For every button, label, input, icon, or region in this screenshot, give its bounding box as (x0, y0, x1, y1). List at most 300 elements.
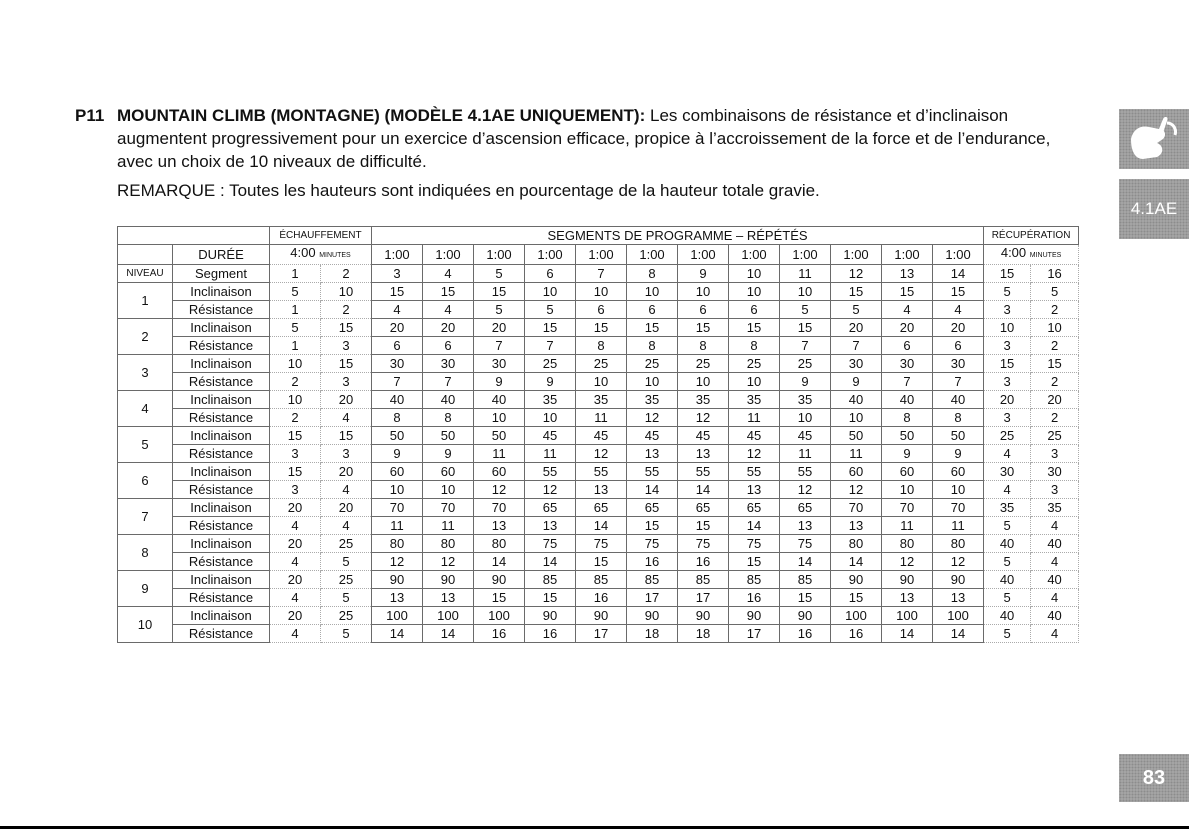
incline-value: 80 (882, 535, 933, 553)
incline-value: 50 (933, 427, 984, 445)
resistance-value: 14 (678, 481, 729, 499)
warmup-minutes-unit: MINUTES (319, 252, 351, 259)
header-cooldown: RÉCUPÉRATION (984, 227, 1079, 245)
incline-value: 10 (576, 283, 627, 301)
incline-value: 15 (729, 319, 780, 337)
resistance-value: 14 (831, 553, 882, 571)
incline-value: 90 (474, 571, 525, 589)
incline-value: 15 (321, 319, 372, 337)
incline-value: 85 (576, 571, 627, 589)
incline-value: 15 (525, 319, 576, 337)
incline-value: 15 (933, 283, 984, 301)
resistance-value: 12 (423, 553, 474, 571)
resistance-value: 6 (882, 337, 933, 355)
incline-label: Inclinaison (173, 355, 270, 373)
incline-value: 40 (1031, 607, 1079, 625)
segment-number: 12 (831, 265, 882, 283)
resistance-value: 6 (576, 301, 627, 319)
resistance-value: 7 (474, 337, 525, 355)
resistance-value: 3 (984, 409, 1031, 427)
hand-pointer-icon (1119, 109, 1189, 169)
resistance-value: 12 (372, 553, 423, 571)
resistance-value: 13 (525, 517, 576, 535)
incline-value: 35 (576, 391, 627, 409)
resistance-value: 8 (678, 337, 729, 355)
resistance-value: 16 (678, 553, 729, 571)
resistance-value: 3 (1031, 481, 1079, 499)
resistance-value: 15 (831, 589, 882, 607)
incline-value: 55 (780, 463, 831, 481)
segment-number: 9 (678, 265, 729, 283)
incline-value: 45 (729, 427, 780, 445)
incline-value: 55 (525, 463, 576, 481)
incline-value: 20 (831, 319, 882, 337)
resistance-value: 3 (984, 337, 1031, 355)
incline-value: 90 (678, 607, 729, 625)
segment-number: 11 (780, 265, 831, 283)
level-resistance-row (118, 517, 1079, 535)
resistance-value: 12 (882, 553, 933, 571)
incline-value: 80 (423, 535, 474, 553)
incline-value: 10 (270, 391, 321, 409)
resistance-value: 9 (474, 373, 525, 391)
incline-value: 90 (372, 571, 423, 589)
incline-value: 35 (525, 391, 576, 409)
resistance-value: 2 (270, 409, 321, 427)
incline-value: 10 (1031, 319, 1079, 337)
incline-value: 30 (933, 355, 984, 373)
incline-value: 25 (576, 355, 627, 373)
resistance-value: 16 (729, 589, 780, 607)
incline-value: 35 (1031, 499, 1079, 517)
resistance-value: 3 (321, 445, 372, 463)
resistance-value: 12 (525, 481, 576, 499)
incline-value: 25 (321, 607, 372, 625)
segment-duration: 1:00 (831, 245, 882, 265)
incline-value: 85 (780, 571, 831, 589)
incline-value: 20 (984, 391, 1031, 409)
incline-value: 30 (984, 463, 1031, 481)
resistance-value: 10 (576, 373, 627, 391)
incline-label: Inclinaison (173, 571, 270, 589)
resistance-value: 16 (831, 625, 882, 643)
level-resistance-row (118, 301, 1079, 319)
level-incline-row (118, 463, 1079, 481)
incline-value: 25 (321, 571, 372, 589)
incline-value: 60 (372, 463, 423, 481)
level-incline-row (118, 571, 1079, 589)
incline-value: 70 (372, 499, 423, 517)
resistance-value: 3 (984, 373, 1031, 391)
resistance-value: 9 (525, 373, 576, 391)
hand-pointer-icon-svg (1119, 109, 1189, 169)
incline-value: 25 (627, 355, 678, 373)
level-resistance-row (118, 409, 1079, 427)
resistance-value: 11 (372, 517, 423, 535)
incline-value: 30 (372, 355, 423, 373)
incline-value: 75 (525, 535, 576, 553)
incline-value: 60 (474, 463, 525, 481)
level-incline-row (118, 427, 1079, 445)
incline-value: 65 (678, 499, 729, 517)
incline-value: 70 (474, 499, 525, 517)
warmup-duration (270, 245, 372, 265)
level-resistance-row (118, 625, 1079, 643)
segment-label: Segment (173, 265, 270, 283)
segment-duration: 1:00 (882, 245, 933, 265)
resistance-value: 11 (780, 445, 831, 463)
level-number: 9 (118, 571, 173, 607)
segment-duration: 1:00 (372, 245, 423, 265)
resistance-value: 8 (423, 409, 474, 427)
resistance-value: 12 (474, 481, 525, 499)
resistance-value: 16 (627, 553, 678, 571)
incline-value: 20 (423, 319, 474, 337)
incline-value: 60 (933, 463, 984, 481)
segment-number: 3 (372, 265, 423, 283)
incline-value: 15 (321, 355, 372, 373)
incline-value: 100 (831, 607, 882, 625)
header-warmup: ÉCHAUFFEMENT (270, 227, 372, 245)
incline-value: 90 (780, 607, 831, 625)
resistance-value: 7 (882, 373, 933, 391)
incline-value: 10 (525, 283, 576, 301)
incline-value: 65 (780, 499, 831, 517)
resistance-value: 15 (525, 589, 576, 607)
incline-value: 15 (882, 283, 933, 301)
incline-value: 25 (525, 355, 576, 373)
incline-value: 70 (882, 499, 933, 517)
segment-number: 13 (882, 265, 933, 283)
resistance-value: 13 (780, 517, 831, 535)
resistance-label: Résistance (173, 337, 270, 355)
incline-value: 15 (474, 283, 525, 301)
incline-value: 35 (627, 391, 678, 409)
resistance-value: 16 (576, 589, 627, 607)
incline-value: 15 (831, 283, 882, 301)
resistance-value: 9 (372, 445, 423, 463)
incline-value: 100 (372, 607, 423, 625)
resistance-value: 14 (627, 481, 678, 499)
level-number: 4 (118, 391, 173, 427)
incline-value: 45 (627, 427, 678, 445)
incline-value: 10 (270, 355, 321, 373)
incline-value: 85 (627, 571, 678, 589)
resistance-value: 4 (933, 301, 984, 319)
resistance-value: 11 (474, 445, 525, 463)
resistance-value: 7 (933, 373, 984, 391)
resistance-value: 11 (525, 445, 576, 463)
resistance-value: 3 (321, 337, 372, 355)
incline-value: 10 (678, 283, 729, 301)
incline-value: 40 (984, 535, 1031, 553)
resistance-value: 2 (1031, 373, 1079, 391)
program-description (75, 104, 1060, 173)
incline-value: 80 (831, 535, 882, 553)
resistance-value: 10 (423, 481, 474, 499)
model-tab (1119, 179, 1189, 239)
resistance-value: 10 (882, 481, 933, 499)
resistance-value: 12 (627, 409, 678, 427)
incline-value: 45 (678, 427, 729, 445)
program-title: MOUNTAIN CLIMB (MONTAGNE) (MODÈLE 4.1AE UNIQUEMENT) (117, 106, 640, 125)
cooldown-duration-value: 4:00 (1000, 245, 1027, 260)
incline-value: 35 (678, 391, 729, 409)
resistance-value: 7 (780, 337, 831, 355)
resistance-value: 14 (372, 625, 423, 643)
segment-duration: 1:00 (678, 245, 729, 265)
resistance-label: Résistance (173, 481, 270, 499)
level-incline-row (118, 355, 1079, 373)
resistance-value: 14 (423, 625, 474, 643)
table-header-row (118, 227, 1079, 245)
segment-duration: 1:00 (576, 245, 627, 265)
incline-value: 75 (729, 535, 780, 553)
incline-value: 15 (270, 463, 321, 481)
incline-value: 50 (882, 427, 933, 445)
incline-value: 65 (729, 499, 780, 517)
resistance-value: 13 (576, 481, 627, 499)
resistance-value: 12 (780, 481, 831, 499)
incline-value: 85 (678, 571, 729, 589)
resistance-value: 13 (678, 445, 729, 463)
incline-value: 25 (678, 355, 729, 373)
incline-value: 5 (984, 283, 1031, 301)
resistance-value: 14 (525, 553, 576, 571)
resistance-value: 9 (882, 445, 933, 463)
incline-value: 15 (780, 319, 831, 337)
resistance-label: Résistance (173, 409, 270, 427)
incline-value: 40 (423, 391, 474, 409)
incline-value: 10 (780, 283, 831, 301)
incline-value: 5 (270, 319, 321, 337)
resistance-value: 14 (780, 553, 831, 571)
incline-value: 40 (1031, 571, 1079, 589)
incline-value: 25 (984, 427, 1031, 445)
incline-value: 10 (321, 283, 372, 301)
level-number: 2 (118, 319, 173, 355)
incline-value: 40 (372, 391, 423, 409)
segment-number: 4 (423, 265, 474, 283)
resistance-value: 4 (984, 481, 1031, 499)
model-label: 4.1AE (1130, 199, 1178, 218)
level-label: NIVEAU (118, 265, 173, 283)
resistance-value: 12 (831, 481, 882, 499)
incline-value: 20 (933, 319, 984, 337)
incline-value: 90 (525, 607, 576, 625)
incline-value: 50 (423, 427, 474, 445)
resistance-value: 2 (1031, 337, 1079, 355)
segment-row (118, 265, 1079, 283)
incline-value: 100 (474, 607, 525, 625)
incline-value: 25 (321, 535, 372, 553)
incline-value: 60 (882, 463, 933, 481)
resistance-value: 18 (678, 625, 729, 643)
resistance-value: 6 (678, 301, 729, 319)
resistance-value: 17 (729, 625, 780, 643)
resistance-value: 4 (321, 481, 372, 499)
resistance-value: 3 (270, 445, 321, 463)
incline-value: 90 (729, 607, 780, 625)
incline-value: 15 (423, 283, 474, 301)
resistance-value: 10 (933, 481, 984, 499)
header-segments: SEGMENTS DE PROGRAMME – RÉPÉTÉS (372, 227, 984, 245)
resistance-value: 12 (576, 445, 627, 463)
segment-number: 16 (1031, 265, 1079, 283)
resistance-value: 4 (270, 589, 321, 607)
incline-value: 45 (525, 427, 576, 445)
resistance-value: 10 (678, 373, 729, 391)
resistance-value: 4 (423, 301, 474, 319)
resistance-value: 11 (729, 409, 780, 427)
resistance-value: 13 (627, 445, 678, 463)
segment-number: 15 (984, 265, 1031, 283)
incline-value: 15 (627, 319, 678, 337)
resistance-value: 5 (474, 301, 525, 319)
resistance-value: 13 (423, 589, 474, 607)
resistance-value: 6 (729, 301, 780, 319)
resistance-value: 17 (576, 625, 627, 643)
incline-value: 20 (1031, 391, 1079, 409)
resistance-value: 11 (576, 409, 627, 427)
incline-label: Inclinaison (173, 499, 270, 517)
warmup-duration-value: 4:00 (290, 245, 316, 260)
incline-value: 80 (933, 535, 984, 553)
resistance-value: 4 (270, 553, 321, 571)
duration-row (118, 245, 1079, 265)
page-number-tab (1119, 754, 1189, 802)
incline-value: 70 (831, 499, 882, 517)
resistance-label: Résistance (173, 553, 270, 571)
resistance-value: 7 (831, 337, 882, 355)
resistance-value: 5 (780, 301, 831, 319)
resistance-value: 2 (321, 301, 372, 319)
resistance-value: 14 (729, 517, 780, 535)
segment-number: 10 (729, 265, 780, 283)
incline-value: 55 (627, 463, 678, 481)
level-number: 7 (118, 499, 173, 535)
incline-value: 15 (321, 427, 372, 445)
level-resistance-row (118, 589, 1079, 607)
level-incline-row (118, 283, 1079, 301)
incline-value: 65 (627, 499, 678, 517)
resistance-value: 5 (321, 625, 372, 643)
resistance-value: 4 (882, 301, 933, 319)
incline-value: 15 (984, 355, 1031, 373)
resistance-value: 4 (1031, 553, 1079, 571)
header-blank (118, 227, 270, 245)
resistance-value: 8 (576, 337, 627, 355)
resistance-value: 7 (423, 373, 474, 391)
resistance-value: 8 (627, 337, 678, 355)
incline-value: 20 (270, 571, 321, 589)
incline-value: 90 (882, 571, 933, 589)
incline-value: 65 (525, 499, 576, 517)
level-incline-row (118, 391, 1079, 409)
program-table (117, 226, 1079, 643)
program-code: P11 (75, 106, 105, 125)
incline-label: Inclinaison (173, 607, 270, 625)
incline-value: 40 (984, 571, 1031, 589)
incline-value: 20 (372, 319, 423, 337)
resistance-value: 15 (729, 553, 780, 571)
incline-label: Inclinaison (173, 463, 270, 481)
incline-value: 35 (729, 391, 780, 409)
resistance-value: 5 (321, 589, 372, 607)
segment-duration: 1:00 (525, 245, 576, 265)
resistance-value: 5 (984, 517, 1031, 535)
level-number: 5 (118, 427, 173, 463)
resistance-value: 13 (933, 589, 984, 607)
level-number: 8 (118, 535, 173, 571)
resistance-value: 10 (780, 409, 831, 427)
resistance-value: 9 (780, 373, 831, 391)
resistance-value: 15 (627, 517, 678, 535)
resistance-value: 1 (270, 337, 321, 355)
resistance-value: 14 (474, 553, 525, 571)
incline-value: 35 (984, 499, 1031, 517)
incline-value: 100 (423, 607, 474, 625)
incline-value: 40 (933, 391, 984, 409)
incline-label: Inclinaison (173, 391, 270, 409)
resistance-value: 3 (984, 301, 1031, 319)
incline-value: 30 (1031, 463, 1079, 481)
resistance-value: 11 (423, 517, 474, 535)
resistance-value: 15 (678, 517, 729, 535)
resistance-value: 11 (831, 445, 882, 463)
segment-duration: 1:00 (729, 245, 780, 265)
resistance-value: 2 (270, 373, 321, 391)
resistance-value: 4 (270, 625, 321, 643)
resistance-value: 18 (627, 625, 678, 643)
resistance-value: 12 (933, 553, 984, 571)
resistance-value: 10 (474, 409, 525, 427)
resistance-value: 14 (933, 625, 984, 643)
incline-value: 55 (729, 463, 780, 481)
incline-value: 85 (525, 571, 576, 589)
resistance-value: 13 (882, 589, 933, 607)
resistance-value: 6 (423, 337, 474, 355)
resistance-value: 16 (474, 625, 525, 643)
incline-label: Inclinaison (173, 427, 270, 445)
resistance-value: 13 (372, 589, 423, 607)
incline-value: 90 (627, 607, 678, 625)
segment-number: 6 (525, 265, 576, 283)
resistance-value: 16 (780, 625, 831, 643)
incline-value: 90 (933, 571, 984, 589)
resistance-value: 10 (627, 373, 678, 391)
level-incline-row (118, 535, 1079, 553)
resistance-value: 4 (270, 517, 321, 535)
resistance-value: 5 (984, 589, 1031, 607)
incline-value: 30 (882, 355, 933, 373)
resistance-value: 6 (372, 337, 423, 355)
incline-value: 40 (984, 607, 1031, 625)
incline-value: 15 (678, 319, 729, 337)
resistance-value: 13 (729, 481, 780, 499)
incline-value: 60 (423, 463, 474, 481)
level-incline-row (118, 319, 1079, 337)
level-resistance-row (118, 553, 1079, 571)
incline-value: 30 (423, 355, 474, 373)
incline-value: 85 (729, 571, 780, 589)
resistance-label: Résistance (173, 445, 270, 463)
resistance-value: 10 (372, 481, 423, 499)
resistance-value: 8 (729, 337, 780, 355)
page-number: 83 (1142, 767, 1166, 789)
level-resistance-row (118, 337, 1079, 355)
program-table-body (118, 227, 1079, 643)
